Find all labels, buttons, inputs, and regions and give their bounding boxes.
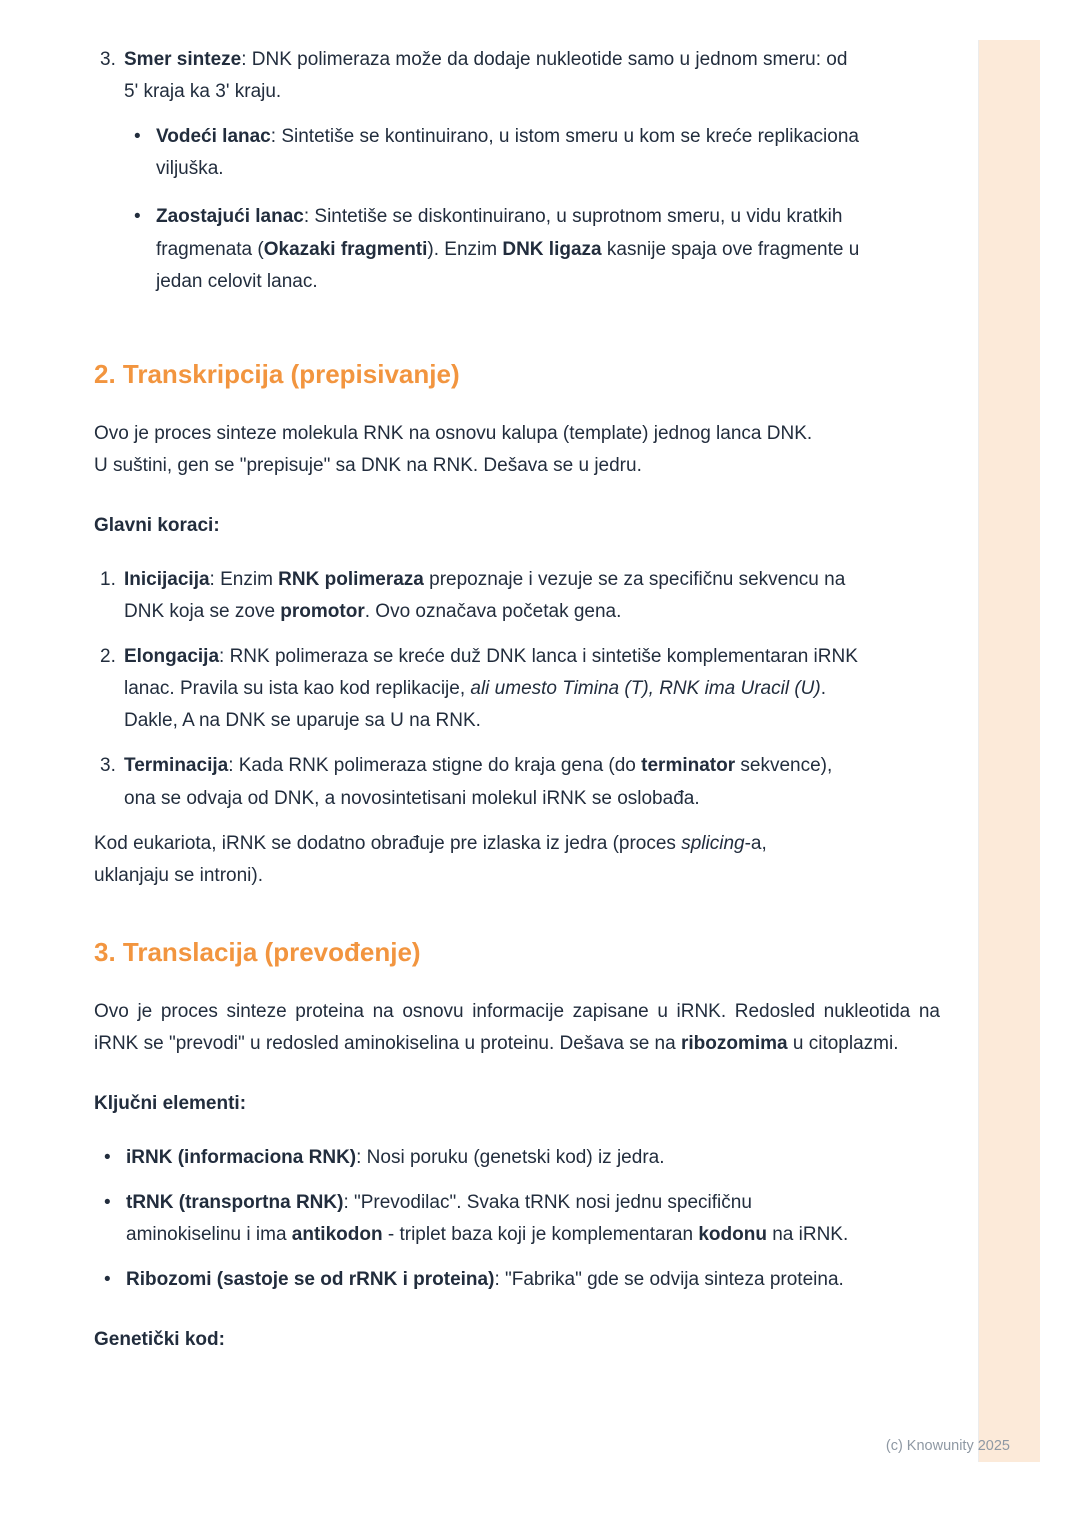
list-item-irnk (94, 1142, 940, 1174)
section-heading-transkripcija: 2. Transkripcija (prepisivanje) (94, 358, 460, 389)
label-geneticki-kod: Genetički kod: (94, 1329, 225, 1351)
paragraph-splicing: Kod eukariota, iRNK se dodatno obrađuje pre izlaska iz jedra (proces splicing-a, uklanjaju se introni). (94, 832, 767, 886)
list-number: 3. (100, 49, 116, 70)
list-number: 3. (100, 755, 116, 777)
list-item-text: iRNK (informaciona RNK): Nosi poruku (genetski kod) iz jedra. (126, 1147, 665, 1168)
section-heading-translacija: 3. Translacija (prevođenje) (94, 936, 421, 967)
bullet-icon (134, 201, 156, 233)
list-item-text: Elongacija: RNK polimeraza se kreće duž DNK lanca i sintetiše komplementaran iRNK lanac. Pravila su ista kao kod replikacije, ali umesto Timina (T), RNK ima Uracil (U). Dakle, A na DNK se uparuje sa U na RNK. (124, 646, 858, 732)
list-item-text: Inicijacija: Enzim RNK polimeraza prepoznaje i vezuje se za specifičnu sekvencu na DNK koja se zove promotor. Ovo označava početak gena. (124, 568, 846, 622)
page-edge-stripe (978, 40, 1040, 1462)
list-number: 2. (100, 646, 116, 668)
list-item-text: tRNK (transportna RNK): "Prevodilac". Svaka tRNK nosi jednu specifičnu aminokiselinu i ima antikodon - triplet baza koji je komplementaran kodonu na iRNK. (126, 1192, 849, 1246)
bullet-icon (104, 1264, 126, 1296)
list-item-zaostajuci-lanac (134, 201, 940, 297)
list-item-body (124, 44, 940, 314)
list-item-elongacija (94, 641, 940, 737)
document-content (94, 44, 940, 1379)
list-item-terminacija (94, 750, 940, 814)
list-item-trnk (94, 1187, 940, 1251)
sub-bullet-list (134, 121, 940, 298)
list-item-text: Smer sinteze: DNK polimeraza može da dodaje nukleotide samo u jednom smeru: od 5' kraja ka 3' kraju. (124, 49, 848, 103)
list-item-text: Vodeći lanac: Sintetiše se kontinuirano, u istom smeru u kom se kreće replikaciona viljuška. (156, 126, 859, 180)
transcription-steps-list (94, 564, 940, 815)
list-item-text: Ribozomi (sastoje se od rRNK i proteina): "Fabrika" gde se odvija sinteza proteina. (126, 1269, 844, 1291)
copyright-notice: (c) Knowunity 2025 (885, 1438, 1010, 1454)
list-item-text: Terminacija: Kada RNK polimeraza stigne do kraja gena (do terminator sekvence), ona se odvaja od DNK, a novosintetisani molekul iRNK se oslobađa. (124, 755, 833, 809)
bullet-icon (104, 1142, 126, 1174)
list-item-smer-sinteze (94, 44, 940, 314)
list-item-vodeci-lanac (134, 121, 940, 185)
paragraph-translacija-intro: Ovo je proces sinteze proteina na osnovu informacije zapisane u iRNK. Redosled nukleotida na iRNK se "prevodi" u redosled aminokiselina u proteinu. Dešava se na ribozomima u citoplazmi. (94, 1000, 940, 1054)
label-glavni-koraci: Glavni koraci: (94, 514, 220, 536)
list-item-ribozomi (94, 1264, 940, 1296)
label-kljucni-elementi: Ključni elementi: (94, 1092, 247, 1114)
paragraph-transkripcija-intro: Ovo je proces sinteze molekula RNK na osnovu kalupa (template) jednog lanca DNK. U suštini, gen se "prepisuje" sa DNK na RNK. Dešava se u jedru. (94, 422, 813, 476)
bullet-icon (134, 121, 156, 153)
translation-elements-list (94, 1142, 940, 1296)
bullet-icon (104, 1187, 126, 1219)
list-number: 1. (100, 568, 116, 590)
list-item-text: Zaostajući lanac: Sintetiše se diskontinuirano, u suprotnom smeru, u vidu kratkih fragmenata (Okazaki fragmenti). Enzim DNK ligaza kasnije spaja ove fragmente u jedan celovit lanac. (156, 206, 860, 292)
list-item-inicijacija (94, 564, 940, 628)
